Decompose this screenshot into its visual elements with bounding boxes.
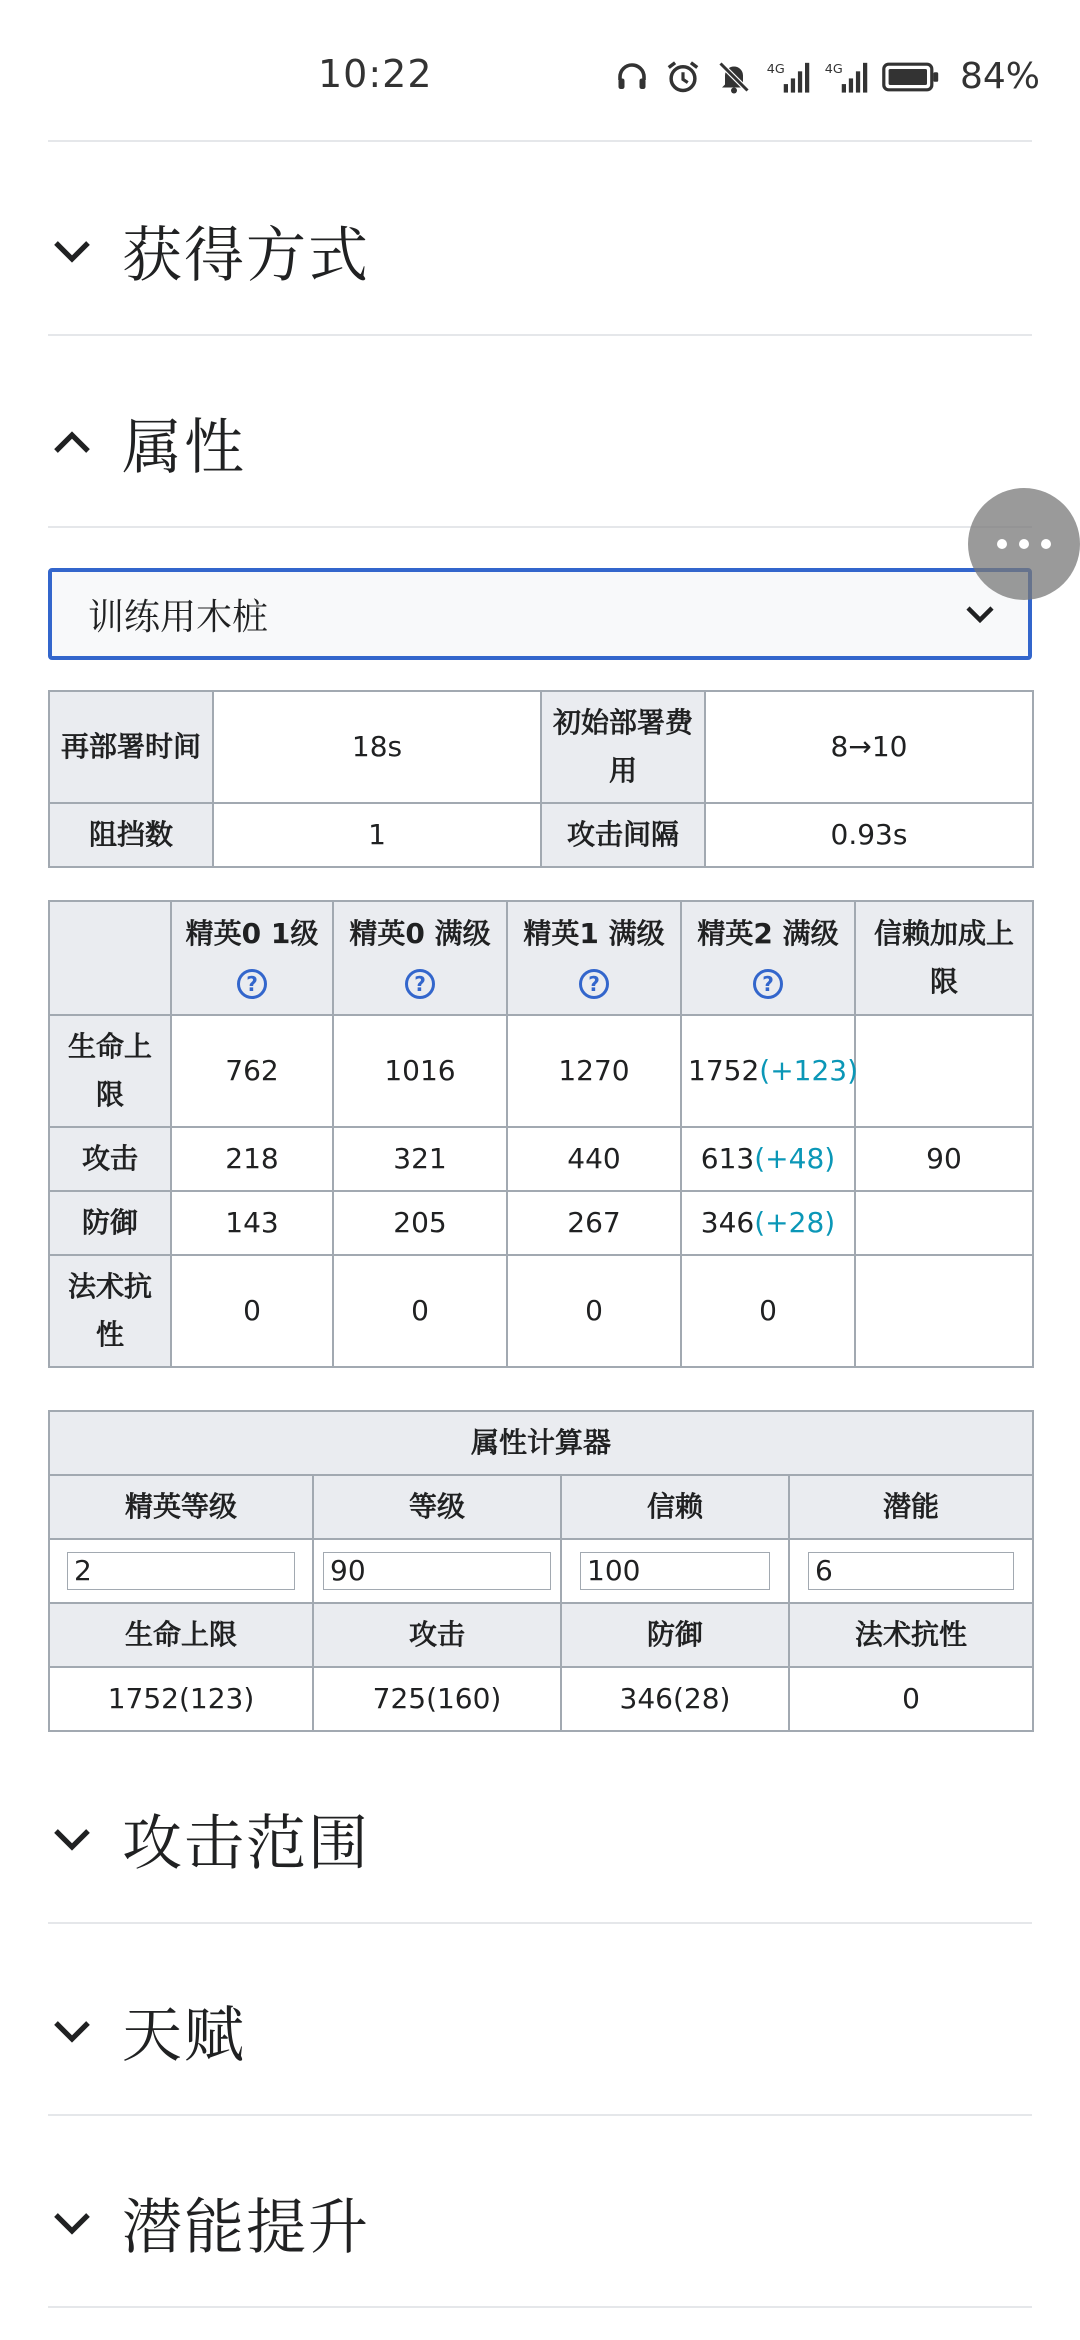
- table-row: [49, 1255, 1033, 1367]
- chevron-up-icon: [48, 419, 96, 467]
- divider: [48, 1922, 1032, 1924]
- section-potential[interactable]: [48, 2158, 1032, 2288]
- calculator-title: 属性计算器: [49, 1411, 1033, 1475]
- output-label: 生命上限: [49, 1603, 313, 1667]
- trust-input[interactable]: 100: [580, 1552, 770, 1590]
- chevron-down-icon: [48, 2199, 96, 2247]
- trust-bonus: (+28): [754, 1206, 836, 1239]
- battery-icon: [882, 61, 940, 93]
- row-label: 攻击: [49, 1127, 171, 1191]
- cell: [855, 1015, 1033, 1127]
- stats-header: [507, 901, 681, 1015]
- input-label: 信赖: [561, 1475, 789, 1539]
- row-label: 防御: [49, 1191, 171, 1255]
- cell: [561, 1539, 789, 1603]
- dot-icon: [1019, 539, 1029, 549]
- cell: [855, 1255, 1033, 1367]
- divider: [48, 140, 1032, 142]
- section-acquisition[interactable]: [48, 186, 1032, 316]
- cell: [681, 1255, 855, 1367]
- stats-header: [171, 901, 333, 1015]
- table-row: [49, 1191, 1033, 1255]
- stats-header: [681, 901, 855, 1015]
- cell: [789, 1539, 1033, 1603]
- cell: 218: [171, 1127, 333, 1191]
- section-talent[interactable]: [48, 1966, 1032, 2096]
- chevron-down-icon: [48, 1815, 96, 1863]
- section-title: 获得方式: [122, 221, 370, 291]
- help-icon[interactable]: ?: [237, 969, 267, 999]
- level-input[interactable]: 90: [323, 1552, 551, 1590]
- section-attack-range[interactable]: [48, 1774, 1032, 1904]
- header-label: 精英1 满级: [523, 917, 665, 950]
- battery-percent: 84%: [959, 56, 1040, 97]
- operator-select[interactable]: [48, 568, 1032, 660]
- section-title: 潜能提升: [122, 2193, 370, 2263]
- input-label: 精英等级: [49, 1475, 313, 1539]
- trust-bonus: (+123): [759, 1054, 859, 1087]
- stats-corner: [49, 901, 171, 1015]
- cell-value: 613: [700, 1142, 755, 1175]
- chevron-down-icon: [48, 227, 96, 275]
- header-label: 精英2 满级: [697, 917, 839, 950]
- trust-bonus: (+48): [754, 1142, 836, 1175]
- block-label: 阻挡数: [49, 803, 213, 867]
- stats-header: 信赖加成上限: [855, 901, 1033, 1015]
- cell: [681, 1127, 855, 1191]
- cell-value: 346: [700, 1206, 755, 1239]
- cell: 143: [171, 1191, 333, 1255]
- output-value: 346(28): [561, 1667, 789, 1731]
- block-value: 1: [213, 803, 541, 867]
- cell: 321: [333, 1127, 507, 1191]
- cell: [855, 1191, 1033, 1255]
- chevron-down-icon: [48, 2007, 96, 2055]
- cell: 0: [171, 1255, 333, 1367]
- table-row: [49, 1015, 1033, 1127]
- cell: [313, 1539, 561, 1603]
- section-title: 属性: [122, 413, 246, 483]
- output-value: 0: [789, 1667, 1033, 1731]
- output-label: 攻击: [313, 1603, 561, 1667]
- cell: 90: [855, 1127, 1033, 1191]
- svg-text:4G: 4G: [824, 61, 843, 77]
- divider: [48, 2306, 1032, 2308]
- status-time: 10:22: [318, 52, 433, 96]
- header-label: 精英0 满级: [349, 917, 491, 950]
- cell-value: 1752: [688, 1054, 760, 1087]
- cost-value: 8→10: [705, 691, 1033, 803]
- elite-input[interactable]: 2: [67, 1552, 295, 1590]
- interval-label: 攻击间隔: [541, 803, 705, 867]
- row-label: 生命上限: [49, 1015, 171, 1127]
- status-icons: [614, 56, 1040, 97]
- section-title: 天赋: [122, 2001, 246, 2071]
- cell: 267: [507, 1191, 681, 1255]
- cost-label: 初始部署费用: [541, 691, 705, 803]
- divider: [48, 334, 1032, 336]
- output-value: 1752(123): [49, 1667, 313, 1731]
- help-icon[interactable]: ?: [405, 969, 435, 999]
- redeploy-value: 18s: [213, 691, 541, 803]
- help-icon[interactable]: ?: [579, 969, 609, 999]
- more-menu-button[interactable]: [968, 488, 1080, 600]
- cell: 440: [507, 1127, 681, 1191]
- stats-table: [48, 900, 1034, 1368]
- cell: 762: [171, 1015, 333, 1127]
- signal-4g-icon: [824, 60, 868, 94]
- stats-header: [333, 901, 507, 1015]
- output-label: 防御: [561, 1603, 789, 1667]
- select-value: 训练用木桩: [88, 596, 269, 638]
- help-icon[interactable]: ?: [753, 969, 783, 999]
- input-label: 潜能: [789, 1475, 1033, 1539]
- output-value: 725(160): [313, 1667, 561, 1731]
- basic-info-table: [48, 690, 1034, 868]
- signal-4g-icon: [766, 60, 810, 94]
- chevron-down-icon: [962, 596, 998, 632]
- redeploy-label: 再部署时间: [49, 691, 213, 803]
- cell: 0: [507, 1255, 681, 1367]
- dot-icon: [1041, 539, 1051, 549]
- alarm-icon: [664, 58, 702, 96]
- cell: [681, 1015, 859, 1127]
- section-attributes[interactable]: [48, 378, 1032, 508]
- cell: 0: [333, 1255, 507, 1367]
- section-title: 攻击范围: [122, 1809, 370, 1879]
- svg-text:4G: 4G: [766, 61, 785, 77]
- table-row: [49, 1127, 1033, 1191]
- dot-icon: [997, 539, 1007, 549]
- interval-value: 0.93s: [705, 803, 1033, 867]
- headphones-icon: [614, 59, 650, 95]
- cell: [49, 1539, 313, 1603]
- output-label: 法术抗性: [789, 1603, 1033, 1667]
- divider: [48, 2114, 1032, 2116]
- input-label: 等级: [313, 1475, 561, 1539]
- cell-value: 0: [759, 1294, 777, 1327]
- row-label: 法术抗性: [49, 1255, 171, 1367]
- potential-input[interactable]: 6: [808, 1552, 1014, 1590]
- cell: 1016: [333, 1015, 507, 1127]
- divider: [48, 526, 1032, 528]
- status-bar: [0, 0, 1080, 140]
- cell: 1270: [507, 1015, 681, 1127]
- cell: [681, 1191, 855, 1255]
- calculator-table: [48, 1410, 1034, 1732]
- cell: 205: [333, 1191, 507, 1255]
- mute-icon: [716, 59, 752, 95]
- header-label: 精英0 1级: [185, 917, 319, 950]
